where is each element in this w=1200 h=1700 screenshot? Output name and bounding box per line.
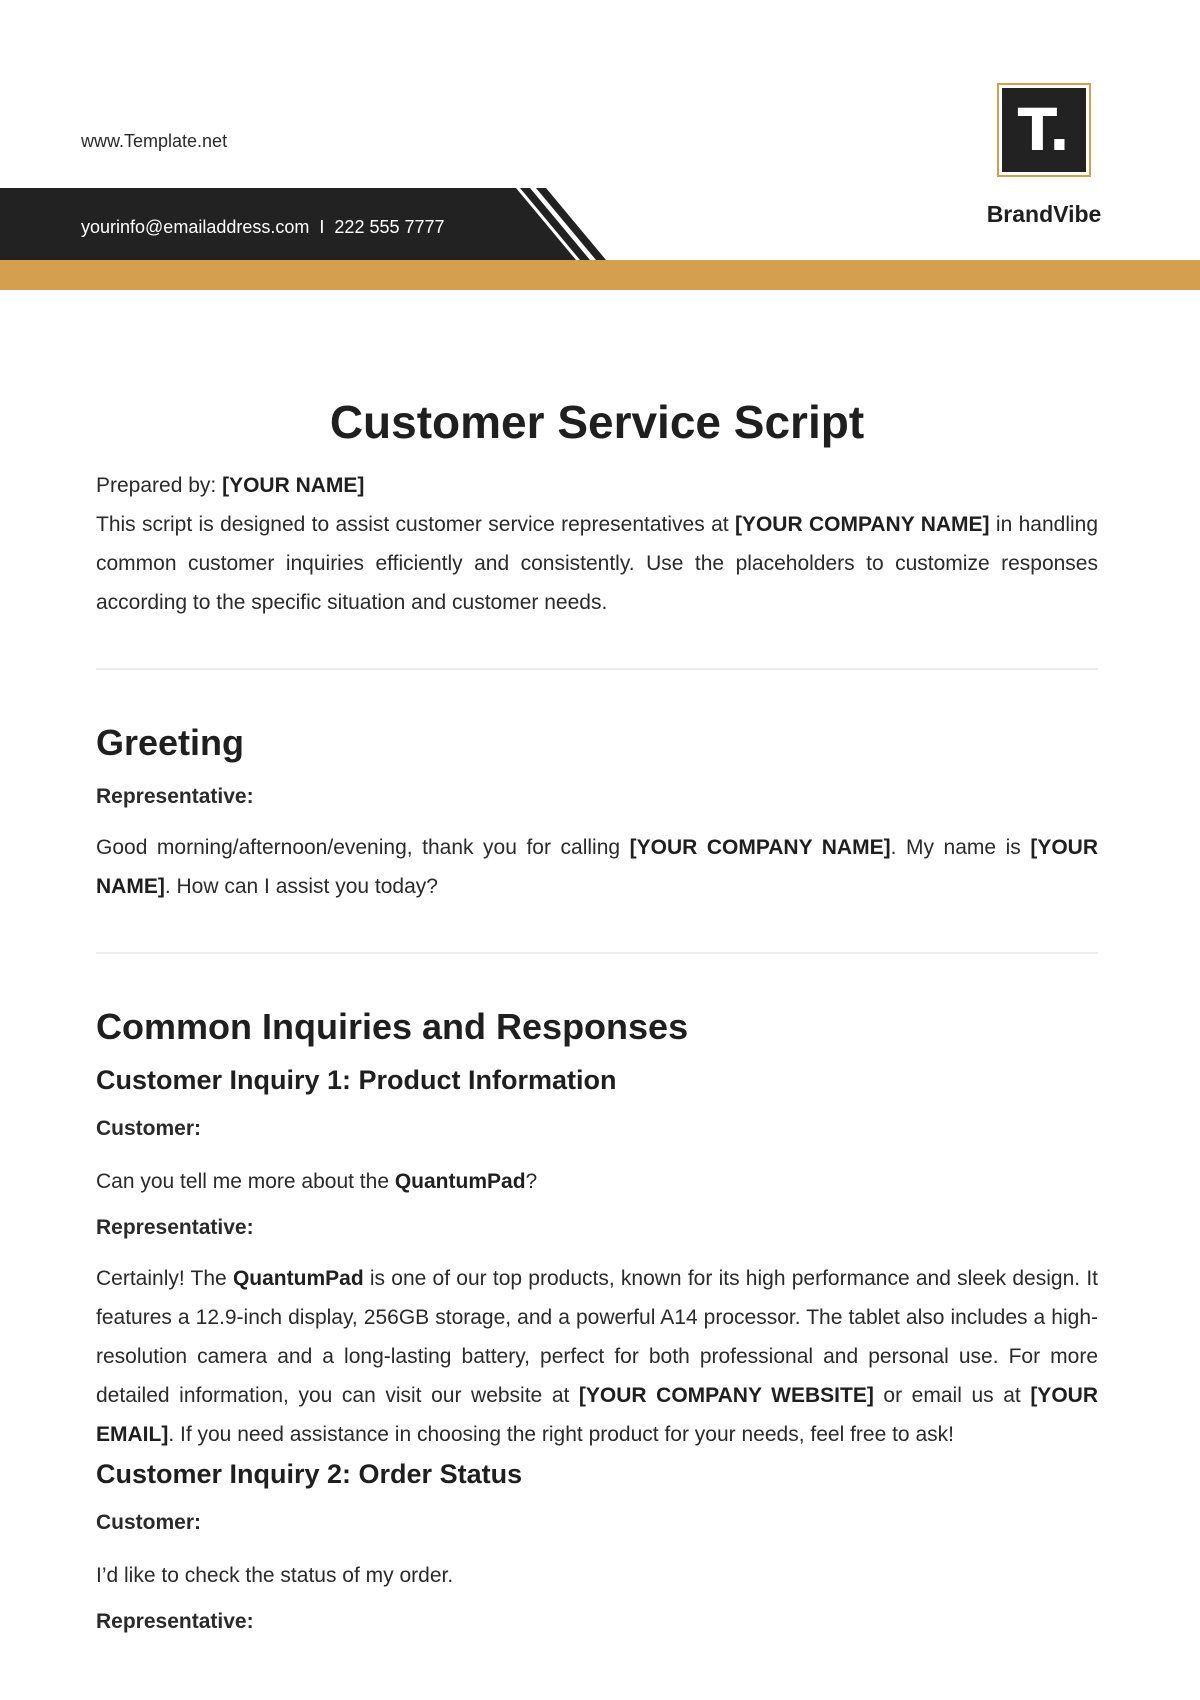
intro-paragraph: This script is designed to assist customer service representatives at [YOUR COMPANY NAME] in handling common customer inquiries efficiently and consistently. Use the placeholders to customize responses according to the specific situation and customer needs. [96, 513, 1099, 614]
document-title: Customer Service Script [329, 396, 865, 448]
greeting-rep-label: Representative: [96, 785, 254, 808]
inquiry-2-rep-label: Representative: [96, 1610, 254, 1633]
header-gold-band [0, 260, 1200, 290]
contact-email: yourinfo@emailaddress.com [81, 217, 310, 237]
greeting-paragraph: Good morning/afternoon/evening, thank you for calling [YOUR COMPANY NAME]. My name is [YOUR NAME]. How can I assist you today? [96, 836, 1098, 898]
divider [96, 952, 1098, 954]
contact-line [81, 217, 445, 238]
brand-name: BrandVibe [986, 201, 1102, 227]
inquiry-2-heading: Customer Inquiry 2: Order Status [96, 1459, 523, 1489]
brand-logo [997, 83, 1091, 177]
logo-letter: T. [1002, 88, 1086, 172]
inquiry-2-customer-text: I’d like to check the status of my order. [96, 1564, 454, 1587]
section-heading-inquiries: Common Inquiries and Responses [96, 1006, 689, 1047]
inquiry-2-customer-label: Customer: [96, 1511, 202, 1534]
website-url: www.Template.net [81, 131, 228, 151]
section-heading-greeting: Greeting [96, 722, 245, 763]
contact-phone: 222 555 7777 [334, 217, 445, 237]
inquiry-1-customer-text: Can you tell me more about the QuantumPad? [96, 1170, 538, 1193]
inquiry-1-rep-label: Representative: [96, 1216, 254, 1239]
divider [96, 668, 1098, 670]
inquiry-1-customer-label: Customer: [96, 1117, 202, 1140]
document-body [96, 390, 1098, 1637]
contact-separator: I [319, 217, 325, 237]
prepared-name: [YOUR NAME] [222, 474, 365, 497]
inquiry-1-rep-text: Certainly! The QuantumPad is one of our top products, known for its high performance and sleek design. It features a 12.9-inch display, 256GB storage, and a powerful A14 processor. The tablet also includes a high-resolution camera and a long-lasting battery, perfect for both professional and personal use. For more detailed information, you can visit our website at [YOUR COMPANY WEBSITE] or email us at [YOUR EMAIL]. If you need assistance in choosing the right product for your needs, feel free to ask! [96, 1267, 1098, 1446]
prepared-by: Prepared by: [YOUR NAME] [96, 474, 365, 497]
inquiry-1-heading: Customer Inquiry 1: Product Information [96, 1065, 617, 1095]
